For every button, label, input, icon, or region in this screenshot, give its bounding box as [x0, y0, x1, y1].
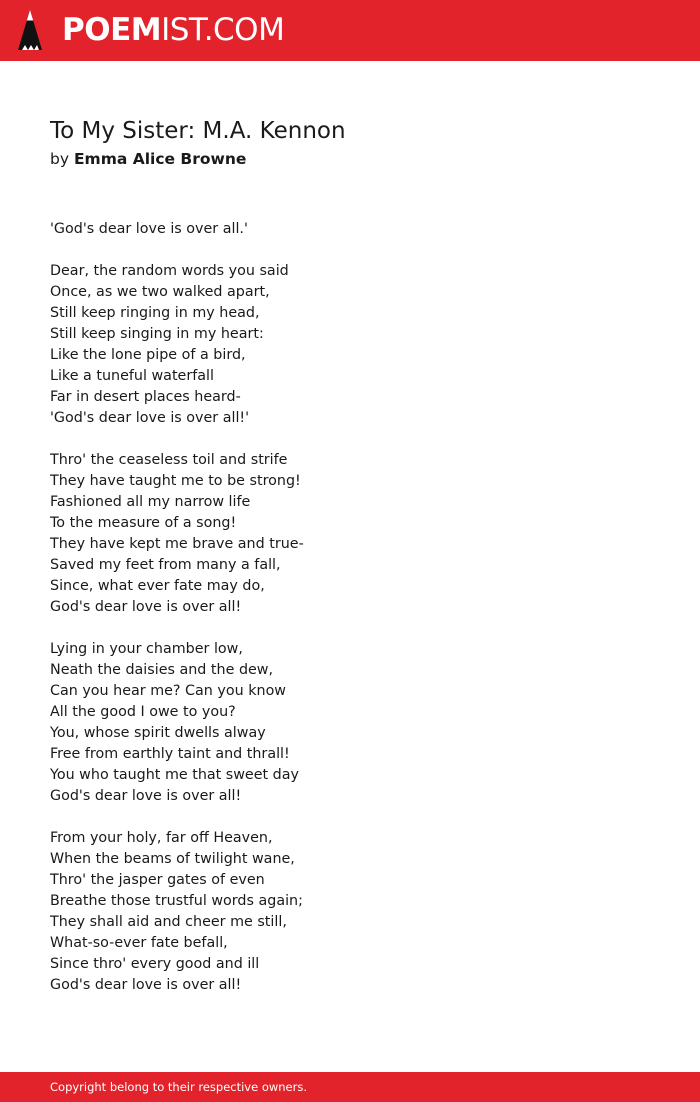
poem-body [50, 219, 650, 996]
poem-line: Like a tuneful waterfall [50, 368, 214, 384]
site-footer [0, 1072, 700, 1102]
poem-line: God's dear love is over all! [50, 599, 242, 615]
poem-line: When the beams of twilight wane, [50, 851, 295, 867]
poem-line: They have taught me to be strong! [50, 473, 301, 489]
stanza-break [50, 807, 650, 828]
site-header [0, 0, 700, 61]
poem-line: Free from earthly taint and thrall! [50, 746, 290, 762]
poem-line: What-so-ever fate befall, [50, 935, 228, 951]
poem-line: Can you hear me? Can you know [50, 683, 287, 699]
poem-line: Since, what ever fate may do, [50, 578, 265, 594]
poem-line: From your holy, far off Heaven, [50, 830, 273, 846]
poem-line: You who taught me that sweet day [50, 767, 299, 783]
poem-line: Lying in your chamber low, [50, 641, 243, 657]
poem-line: Thro' the ceaseless toil and strife [50, 452, 288, 468]
poem-line: Thro' the jasper gates of even [50, 872, 265, 888]
poem-line: Fashioned all my narrow life [50, 494, 251, 510]
poem-line: Since thro' every good and ill [50, 956, 260, 972]
author-name: Emma Alice Browne [73, 150, 247, 168]
by-label: by [50, 150, 70, 168]
poem-line: Still keep ringing in my head, [50, 305, 260, 321]
poem-line: Like the lone pipe of a bird, [50, 347, 246, 363]
poem-line: Once, as we two walked apart, [50, 284, 270, 300]
poem-line: They shall aid and cheer me still, [50, 914, 287, 930]
poem-line: 'God's dear love is over all!' [50, 410, 250, 426]
pencil-logo-icon[interactable] [16, 9, 44, 51]
poem-line: Far in desert places heard- [50, 389, 241, 405]
poem-line: 'God's dear love is over all.' [50, 221, 248, 237]
stanza-break [50, 240, 650, 261]
logo-light-text: IST.COM [161, 12, 285, 48]
copyright-text: Copyright belong to their respective owners. [50, 1080, 308, 1094]
poem-line: Dear, the random words you said [50, 263, 289, 279]
poem-line: God's dear love is over all! [50, 788, 242, 804]
poem-line: Still keep singing in my heart: [50, 326, 264, 342]
poem-line: They have kept me brave and true- [50, 536, 304, 552]
poem-line: You, whose spirit dwells alway [50, 725, 266, 741]
poem-line: God's dear love is over all! [50, 977, 242, 993]
stanza-break [50, 429, 650, 450]
poem-title: To My Sister: M.A. Kennon [50, 118, 346, 144]
poem-line: Saved my feet from many a fall, [50, 557, 281, 573]
stanza-break [50, 618, 650, 639]
poem-line: Neath the daisies and the dew, [50, 662, 274, 678]
logo-bold-text: POEM [62, 12, 162, 48]
poem-line: To the measure of a song! [50, 515, 237, 531]
poem-line: All the good I owe to you? [50, 704, 236, 720]
poem-line: Breathe those trustful words again; [50, 893, 303, 909]
site-logo[interactable] [62, 12, 284, 48]
byline [50, 149, 246, 169]
